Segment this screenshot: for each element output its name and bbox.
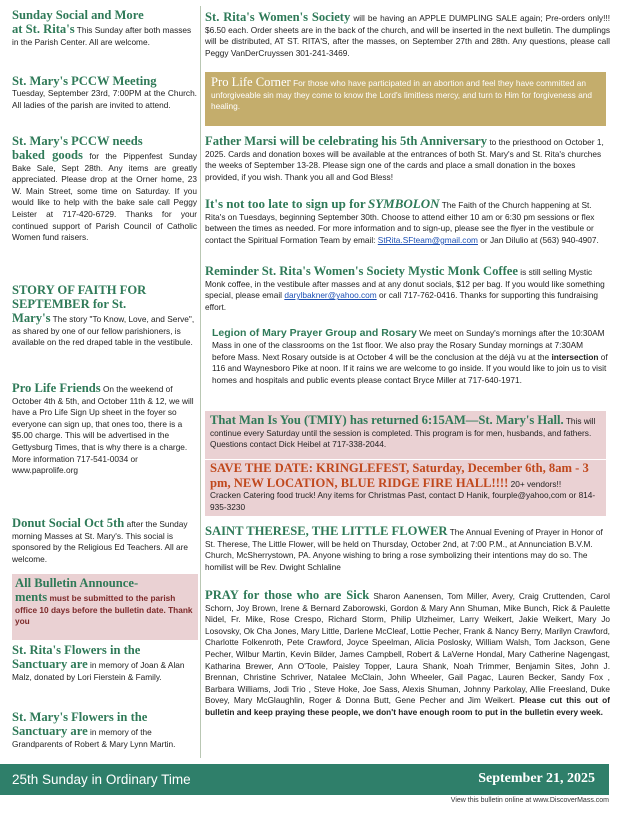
tmiy-heading: That Man Is You (TMIY) has returned 6:15AM—St. Mary's Hall. (210, 413, 564, 427)
legion-body-2: of 116 and Waynesboro Pike at noon. If it rains we are welcome to go inside. If you would like to join us to visit homes and hospitals and public events please contact Bryce Miller at 717-640-1971. (212, 351, 608, 385)
footer-bar (0, 764, 609, 795)
tmiy-body: This will continue every Saturday until the session is completed. This program is for men, husbands, and fathers. Questions contact Dick Heibel at 717-338-2044. (210, 416, 596, 450)
pro-life-friends-notice (12, 381, 197, 511)
symbolon-body: The Faith of the Church happening at St. Rita's on Tuesdays, beginning September 30th. Choose to attend either 10 am or 6:30 pm sessions or flex between the times as needed. For more information and to sign-up, please see the flyer in the vestibule or contact the Spiritual Formation Team by email: (205, 200, 595, 245)
bulletin-date: September 21, 2025 (478, 771, 595, 786)
rita-flowers-heading: St. Rita's Flowers in the (12, 643, 141, 657)
pray-heading: PRAY for those who are Sick (205, 588, 370, 602)
saint-therese-notice (205, 524, 610, 584)
pro-life-corner-box (205, 72, 606, 126)
story-heading: STORY OF FAITH FOR (12, 283, 147, 297)
pray-body: Sharon Aanensen, Tom Miller, Avery, Craig Cruttenden, Carol Schorn, Joy Brown, Irene & Bernard Zaborowski, Gordon & Mary Ann Shuman, Mike Bunch, Rick & Paulette Nidel, Fr. Mike, Rose Crespo, Richard Storm, Philip Ulzheimer, Larry Weikert, Jakie Weikert, Mary Jo Losovsky, Ok Cha Jones, Mary Little, Darlene McCleaf, Lottie Pecher, Frank & Nancy Berry, Marilyn Crawford, Charlotte Folkenroth, Pete Crawford, Joyce Speelman, Alicia Poslosky, William Walsh, Tom Jackson, Gene Pecher, Wilbur Martin, Kevin Bilder, James Campbell, Robert & LaVerne Hondal, Mary Catherine Nagengast, Katharina Brewer, Ann O'Toole, Paisley Topper, Laura Shank, Noah Trimmer, Benjamin Sites, John J. Brennan, Christine Schriver, Natalee McClain, John Wheeler, Gail Pagac, Lauren Becker, Sandy Fox , Barbara Williams, Jodi Trio , Steve Hoke, Joe Sass, Alexis Shuman, Johnny Parkolay, Allie Freesland, Duke Bovey, Mary McGlaughlin, Roger & Donna Butt, Gene Pecher and Jim Weikert. (205, 591, 610, 706)
symbolon-email-link[interactable]: StRita.SFteam@gmail.com (377, 234, 478, 245)
rita-flowers-notice (12, 643, 197, 703)
pray-for-sick-notice (205, 588, 610, 760)
story-body: The story "To Know, Love, and Serve", as shared by one of our fellow parishioners, is available on the red draped table in the vestibule. (12, 314, 195, 348)
kringlefest-body: Cracken Catering food truck! Any items for Christmas Past, contact D Hanik, fourple@yahoo,com or 814-935-3230 (210, 490, 596, 512)
symbolon-heading: It's not too late to sign up for (205, 196, 366, 211)
mystic-monk-email-link[interactable]: darylbakner@yahoo.com (284, 290, 377, 301)
pccw-goods-body: for the Pippenfest Sunday Bake Sale, Sept 28th. Any items are greatly appreciated. Please drop at the Orner home, 23 W. Main Street, some time on Saturday. If you would like to help with the bake sale call Peggy Leister at 717-420-6729. Thanks for your continued support of Parish Council of Catholic Women fund raisers. (12, 151, 197, 243)
rita-flowers-body: in memory of Joan & Alan Malz, donated by Lori Fierstein & Family. (12, 660, 185, 682)
symbolon-tail: or Jan Dilulio at (563) 940-4907. (480, 234, 599, 245)
sunday-social-heading-2: at St. Rita's (12, 22, 75, 36)
womens-society-body: will be having an APPLE DUMPLING SALE again; Pre-orders only!!! $6.50 each. Order sheets are in the back of the church, and will be inserted in the next bulletin. The dumplings will be distributed, AT ST. RITA'S, after the masses, on September 27th and 28th. Any questions, please call Peggy VanDerCruyssen 301-241-3469. (205, 13, 610, 58)
liturgical-day: 25th Sunday in Ordinary Time (12, 772, 191, 787)
sunday-social-heading: Sunday Social and More (12, 8, 144, 22)
sunday-social-body: This Sunday after both masses in the Parish Center. All are welcome. (12, 25, 192, 47)
kringlefest-box (205, 460, 606, 516)
mystic-monk-heading: Reminder St. Rita's Women's Society Mystic Monk Coffee (205, 264, 518, 278)
marsi-heading: Father Marsi will be celebrating his 5th Anniversary (205, 134, 488, 148)
story-of-faith-notice (12, 283, 197, 367)
pccw-meeting-heading: St. Mary's PCCW Meeting (12, 74, 157, 88)
legion-bold: intersection (551, 351, 599, 362)
mystic-monk-notice (205, 264, 610, 324)
pro-life-friends-heading: Pro Life Friends (12, 381, 101, 395)
womens-society-notice (205, 10, 610, 64)
sunday-social-notice (12, 8, 197, 64)
legion-of-mary-notice (212, 326, 608, 406)
bulletin-deadline-box (12, 574, 198, 640)
kringlefest-vendors: 20+ vendors!! (510, 478, 562, 489)
bulletin-heading-2: ments (15, 590, 48, 604)
pccw-meeting-notice (12, 74, 197, 130)
womens-society-heading: St. Rita's Women's Society (205, 10, 351, 24)
symbolon-heading-italic: SYMBOLON (368, 196, 440, 211)
pccw-goods-heading: St. Mary's PCCW needs (12, 134, 143, 148)
mary-flowers-notice (12, 710, 197, 762)
marsi-body: to the priesthood on October 1, 2025. Cards and donation boxes will be available at the entrances of both St. Mary's and St. Rita's churches the weeks of September 13-28. Please sign one of the cards and place a small donation in the boxes provided, if you wish. Thank you all and God Bless! (205, 137, 604, 182)
online-note: View this bulletin online at www.DiscoverMass.com (450, 797, 609, 804)
bulletin-body: must be submitted to the parish office 10 days before the bulletin date. Thank you (15, 593, 193, 627)
mary-flowers-body: in memory of the Grandparents of Robert & Mary Lynn Martin. (12, 727, 176, 749)
donut-social-body: after the Sunday morning Masses at St. Mary's. This social is sponsored by the Religious Ed Teachers. All are welcome. (12, 519, 189, 564)
pccw-goods-heading-2: baked goods (12, 148, 83, 162)
donut-social-notice (12, 516, 197, 568)
pro-life-friends-body: On the weekend of October 4th & 5th, and October 11th & 12, we will have a Pro Life Sign Up sheet in the foyer so everyone can sign up, that ones too, there is a $5.00 charge. This will be advertised in the Gettysburg Times, that is why there is a charge. More information 717-541-0034 or www.paprolife.org (12, 384, 194, 476)
mary-flowers-heading: St. Mary's Flowers in the (12, 710, 148, 724)
rita-flowers-heading-2: Sanctuary are (12, 657, 88, 671)
kringlefest-heading: SAVE THE DATE: KRINGLEFEST, Saturday, December 6th, 8am - 3 pm, NEW LOCATION, BLUE RIDGE FIRE HALL!!!! (210, 461, 589, 490)
donut-social-heading: Donut Social Oct 5th (12, 516, 125, 530)
pccw-meeting-body: Tuesday, September 23rd, 7:00PM at the Church. All ladies of the parish are invited to attend. (12, 88, 197, 110)
pro-life-corner-heading: Pro Life Corner (211, 75, 291, 89)
story-heading-3: Mary's (12, 311, 51, 325)
pray-bold-note: Please cut this out of bulletin and keep praying these people, we don't have enough room to put in the bulletin every week. (205, 695, 610, 717)
pccw-goods-notice (12, 134, 197, 276)
symbolon-notice (205, 196, 610, 258)
mystic-monk-body: is still selling Mystic Monk coffee, in the vestibule after masses and at any donut socials, $12 per bag. If you would like something special, please email (205, 267, 605, 301)
tmiy-box (205, 411, 606, 459)
therese-body: The Annual Evening of Prayer in Honor of St. Therese, The Little Flower, will be held on Thursday, October 2nd, at 7:00 P.M., at Annunciation B.V.M. Church, McSherrystown, PA. Anyone wishing to bring a rose symbolizing their intentions may do so. The homilist will be Rev. Dwight Schlaline (205, 527, 603, 572)
legion-body-1: We meet on Sunday's mornings after the 10:30AM Mass in one of the classrooms on the 1st floor. We also pray the Rosary Sunday mornings at 7:30AM before Mass. Next Rosary outside is at October 4 will be the conclusion at the déjà vu at the (212, 328, 605, 362)
legion-heading: Legion of Mary Prayer Group and Rosary (212, 327, 417, 339)
mary-flowers-heading-2: Sanctuary are (12, 724, 88, 738)
story-heading-2: SEPTEMBER for St. (12, 297, 127, 311)
therese-heading: SAINT THERESE, THE LITTLE FLOWER (205, 524, 448, 538)
pro-life-corner-body: For those who have participated in an abortion and feel they have committed an unforgiveable sin may they come to know the Lord's limitless mercy, and turn to Him for forgiveness and healing. (211, 78, 592, 112)
mystic-monk-tail: or call 717-762-0416. Thanks for supporting this fundraising effort. (205, 290, 598, 312)
column-divider (200, 6, 201, 758)
bulletin-heading: All Bulletin Announce- (15, 576, 139, 590)
marsi-anniversary-notice (205, 134, 610, 192)
